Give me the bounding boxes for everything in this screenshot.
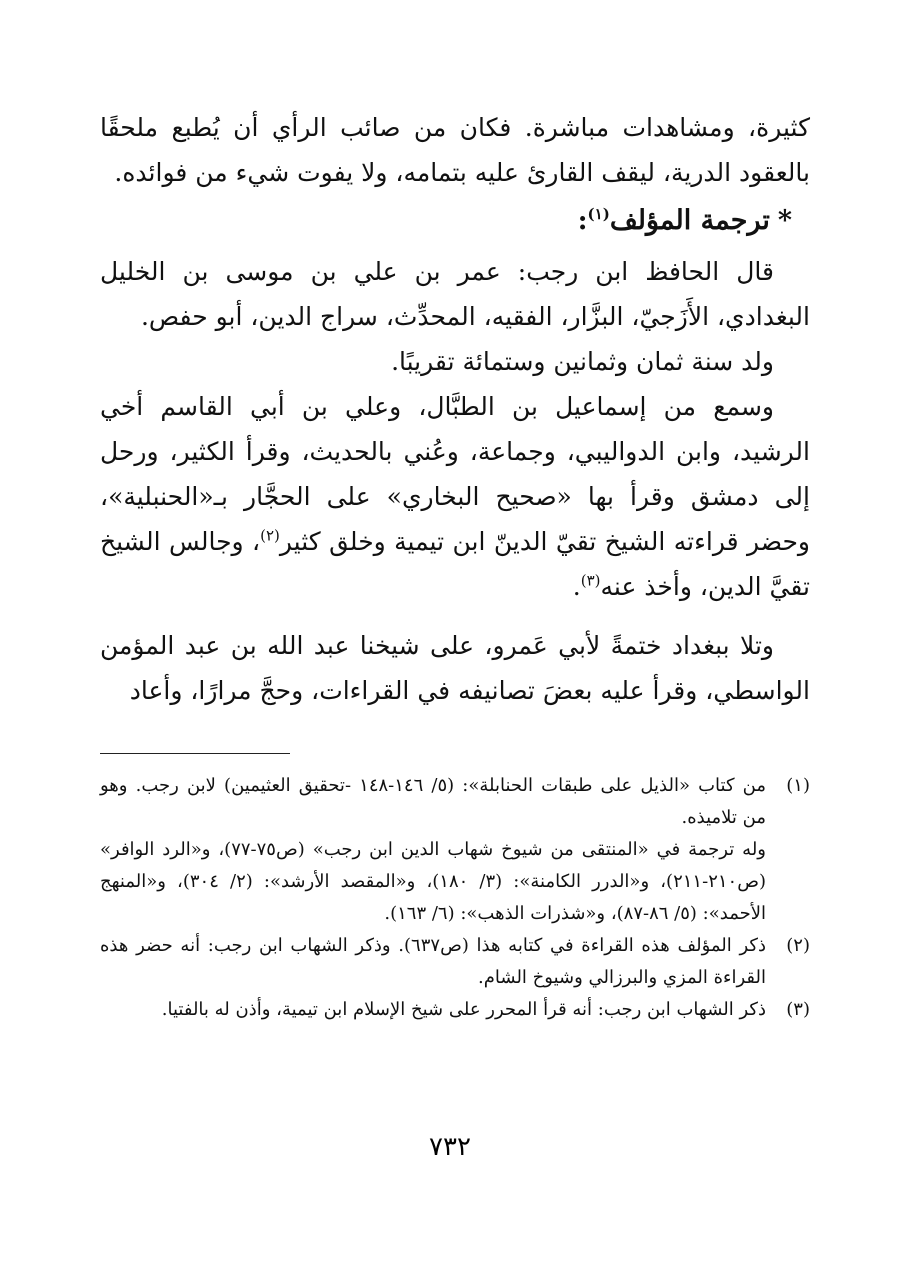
- heading-text: ترجمة المؤلف: [609, 205, 770, 236]
- section-heading: [100, 197, 810, 245]
- paragraph-birth: ولد سنة ثمان وثمانين وستمائة تقريبًا.: [391, 347, 774, 376]
- intro-paragraph: كثيرة، ومشاهدات مباشرة. فكان من صائب الرأي أن يُطبع ملحقًا بالعقود الدرية، ليقف القارئ عليه بتمامه، ولا يفوت شيء من فوائده.: [100, 113, 810, 187]
- page-number: ٧٣٢: [429, 1132, 471, 1162]
- footnote-3: [100, 994, 810, 1026]
- footnote-text: ذكر الشهاب ابن رجب: أنه قرأ المحرر على شيخ الإسلام ابن تيمية، وأذن له بالفتيا.: [161, 999, 766, 1020]
- footnote-number: (٢): [786, 935, 810, 956]
- footnote-ref-3[interactable]: (٣): [580, 571, 601, 590]
- paragraph-hearing: [100, 384, 810, 609]
- footnote-separator: [100, 753, 290, 754]
- footnote-2: [100, 930, 810, 994]
- heading-colon: :: [577, 205, 588, 236]
- paragraph-hearing-a: وسمع من إسماعيل بن الطبَّال، وعلي بن أبي القاسم أخي الرشيد، وابن الدواليبي، وجماعة، وعُني بالحديث، وقرأ الكثير، ورحل إلى دمشق وقرأ بها «صحيح البخاري» على الحجَّار بـ«الحنبلية»، وحضر قراءته الشيخ تقيّ الدينّ ابن تيمية وخلق كثير: [100, 392, 810, 556]
- paragraph-recitation: وتلا ببغداد ختمةً لأبي عَمرو، على شيخنا عبد الله بن عبد المؤمن الواسطي، وقرأ عليه بعضَ تصانيفه في القراءات، وحجَّ مرارًا، وأعاد: [100, 631, 810, 705]
- footnote-number: (٣): [786, 999, 810, 1020]
- footnote-1-continuation: وله ترجمة في «المنتقى من شيوخ شهاب الدين ابن رجب» (ص٧٥-٧٧)، و«الرد الوافر» (ص٢١٠-٢١١)، و«الدرر الكامنة»: (٣/ ١٨٠)، و«المقصد الأرشد»: (٢/ ٣٠٤)، و«المنهج الأحمد»: (٥/ ٨٦-٨٧)، و«شذرات الذهب»: (٦/ ١٦٣).: [100, 839, 767, 924]
- paragraph-hearing-b: ، وجالس الشيخ تقيَّ الدين، وأخذ عنه: [100, 527, 810, 601]
- paragraph-hearing-end: .: [572, 572, 581, 601]
- footnote-text: ذكر المؤلف هذه القراءة في كتابه هذا (ص٦٣٧). وذكر الشهاب ابن رجب: أنه حضر هذه القراءة المزي والبرزالي وشيوخ الشام.: [100, 935, 766, 988]
- footnote-1: [100, 770, 810, 834]
- footnote-text: من كتاب «الذيل على طبقات الحنابلة»: (٥/ ١٤٦-١٤٨ -تحقيق العثيمين) لابن رجب. وهو من تلاميذه.: [100, 775, 766, 828]
- page-content: [100, 105, 810, 1026]
- footnote-ref-1[interactable]: (١): [587, 205, 610, 223]
- paragraph-name: قال الحافظ ابن رجب: عمر بن علي بن موسى بن الخليل البغدادي، الأَزَجيّ، البزَّار، الفقيه، المحدِّث، سراج الدين، أبو حفص.: [100, 257, 810, 331]
- footnotes: [100, 770, 810, 1026]
- footnote-number: (١): [786, 775, 810, 796]
- footnote-ref-2[interactable]: (٢): [260, 526, 280, 545]
- star-icon: *: [777, 205, 792, 236]
